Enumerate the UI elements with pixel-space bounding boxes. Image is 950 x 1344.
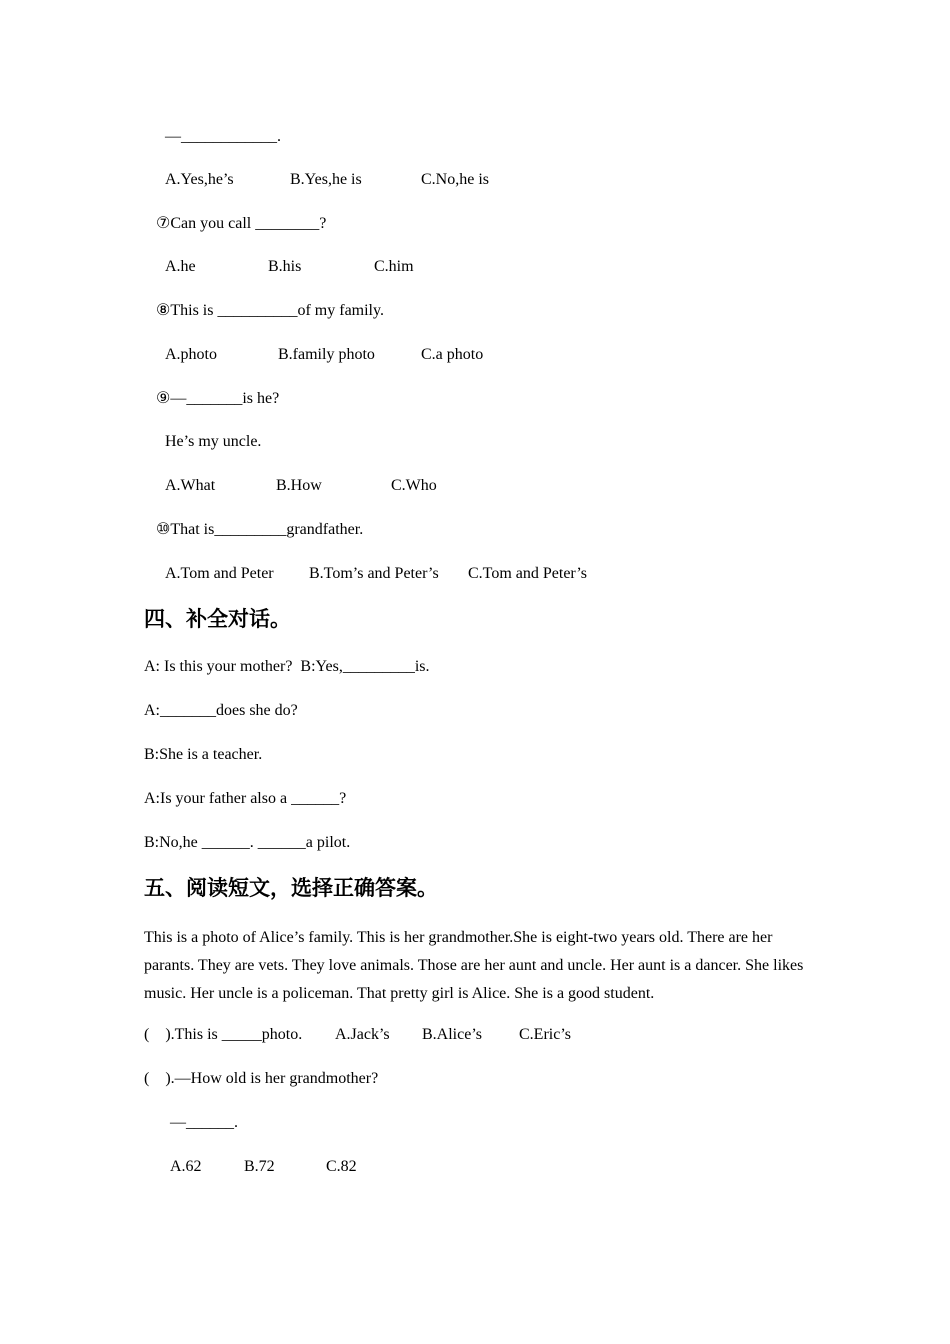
reading-q2-answer-line: —______. <box>170 1114 238 1131</box>
dialogue-line: B:She is a teacher. <box>144 746 263 763</box>
dialogue-line: A: Is this your mother? B:Yes,_________is. <box>144 658 430 675</box>
q10-option-a: A.Tom and Peter <box>165 565 274 582</box>
q6-option-a: A.Yes,he’s <box>165 171 234 188</box>
dialogue-line: A:Is your father also a ______? <box>144 790 347 807</box>
q7-stem: ⑦Can you call ________? <box>156 215 327 232</box>
q10-option-c: C.Tom and Peter’s <box>468 565 588 582</box>
q7-option-a: A.he <box>165 258 196 275</box>
q9-reply: He’s my uncle. <box>165 433 262 450</box>
q9-option-a: A.What <box>165 477 216 494</box>
q10-stem: ⑩That is_________grandfather. <box>156 521 364 538</box>
reading-q2-option-a: A.62 <box>170 1158 202 1175</box>
reading-q2-option-b: B.72 <box>244 1158 275 1175</box>
q9-stem: ⑨—_______is he? <box>156 390 280 407</box>
q7-option-b: B.his <box>268 258 302 275</box>
q9-option-c: C.Who <box>391 477 437 494</box>
q8-option-b: B.family photo <box>278 346 375 363</box>
q7-option-c: C.him <box>374 258 414 275</box>
dialogue-line: A:_______does she do? <box>144 702 298 719</box>
reading-q2-stem: ( ).—How old is her grandmother? <box>144 1070 379 1087</box>
q9-option-b: B.How <box>276 477 322 494</box>
section-heading-dialogue: 四、补全对话。 <box>144 606 291 631</box>
q6-answer-line: —____________. <box>165 128 281 145</box>
reading-q2-option-c: C.82 <box>326 1158 357 1175</box>
reading-q1-option-a: A.Jack’s <box>335 1026 390 1043</box>
q6-option-b: B.Yes,he is <box>290 171 362 188</box>
q6-option-c: C.No,he is <box>421 171 489 188</box>
q8-stem: ⑧This is __________of my family. <box>156 302 384 319</box>
q8-option-a: A.photo <box>165 346 217 363</box>
dialogue-line: B:No,he ______. ______a pilot. <box>144 834 351 851</box>
reading-q1-stem: ( ).This is _____photo. <box>144 1026 303 1043</box>
section-heading-reading: 五、阅读短文，选择正确答案。 <box>144 875 438 900</box>
q8-option-c: C.a photo <box>421 346 484 363</box>
q10-option-b: B.Tom’s and Peter’s <box>309 565 439 582</box>
reading-passage: This is a photo of Alice’s family. This is her grandmother.She is eight-two years old. There are her parants. They are vets. They love animals. Those are her aunt and uncle. Her aunt is a dancer. She likes music. Her uncle is a policeman. That pretty girl is Alice. She is a good student. <box>144 929 804 1002</box>
reading-q1-option-c: C.Eric’s <box>519 1026 571 1043</box>
reading-q1-option-b: B.Alice’s <box>422 1026 482 1043</box>
